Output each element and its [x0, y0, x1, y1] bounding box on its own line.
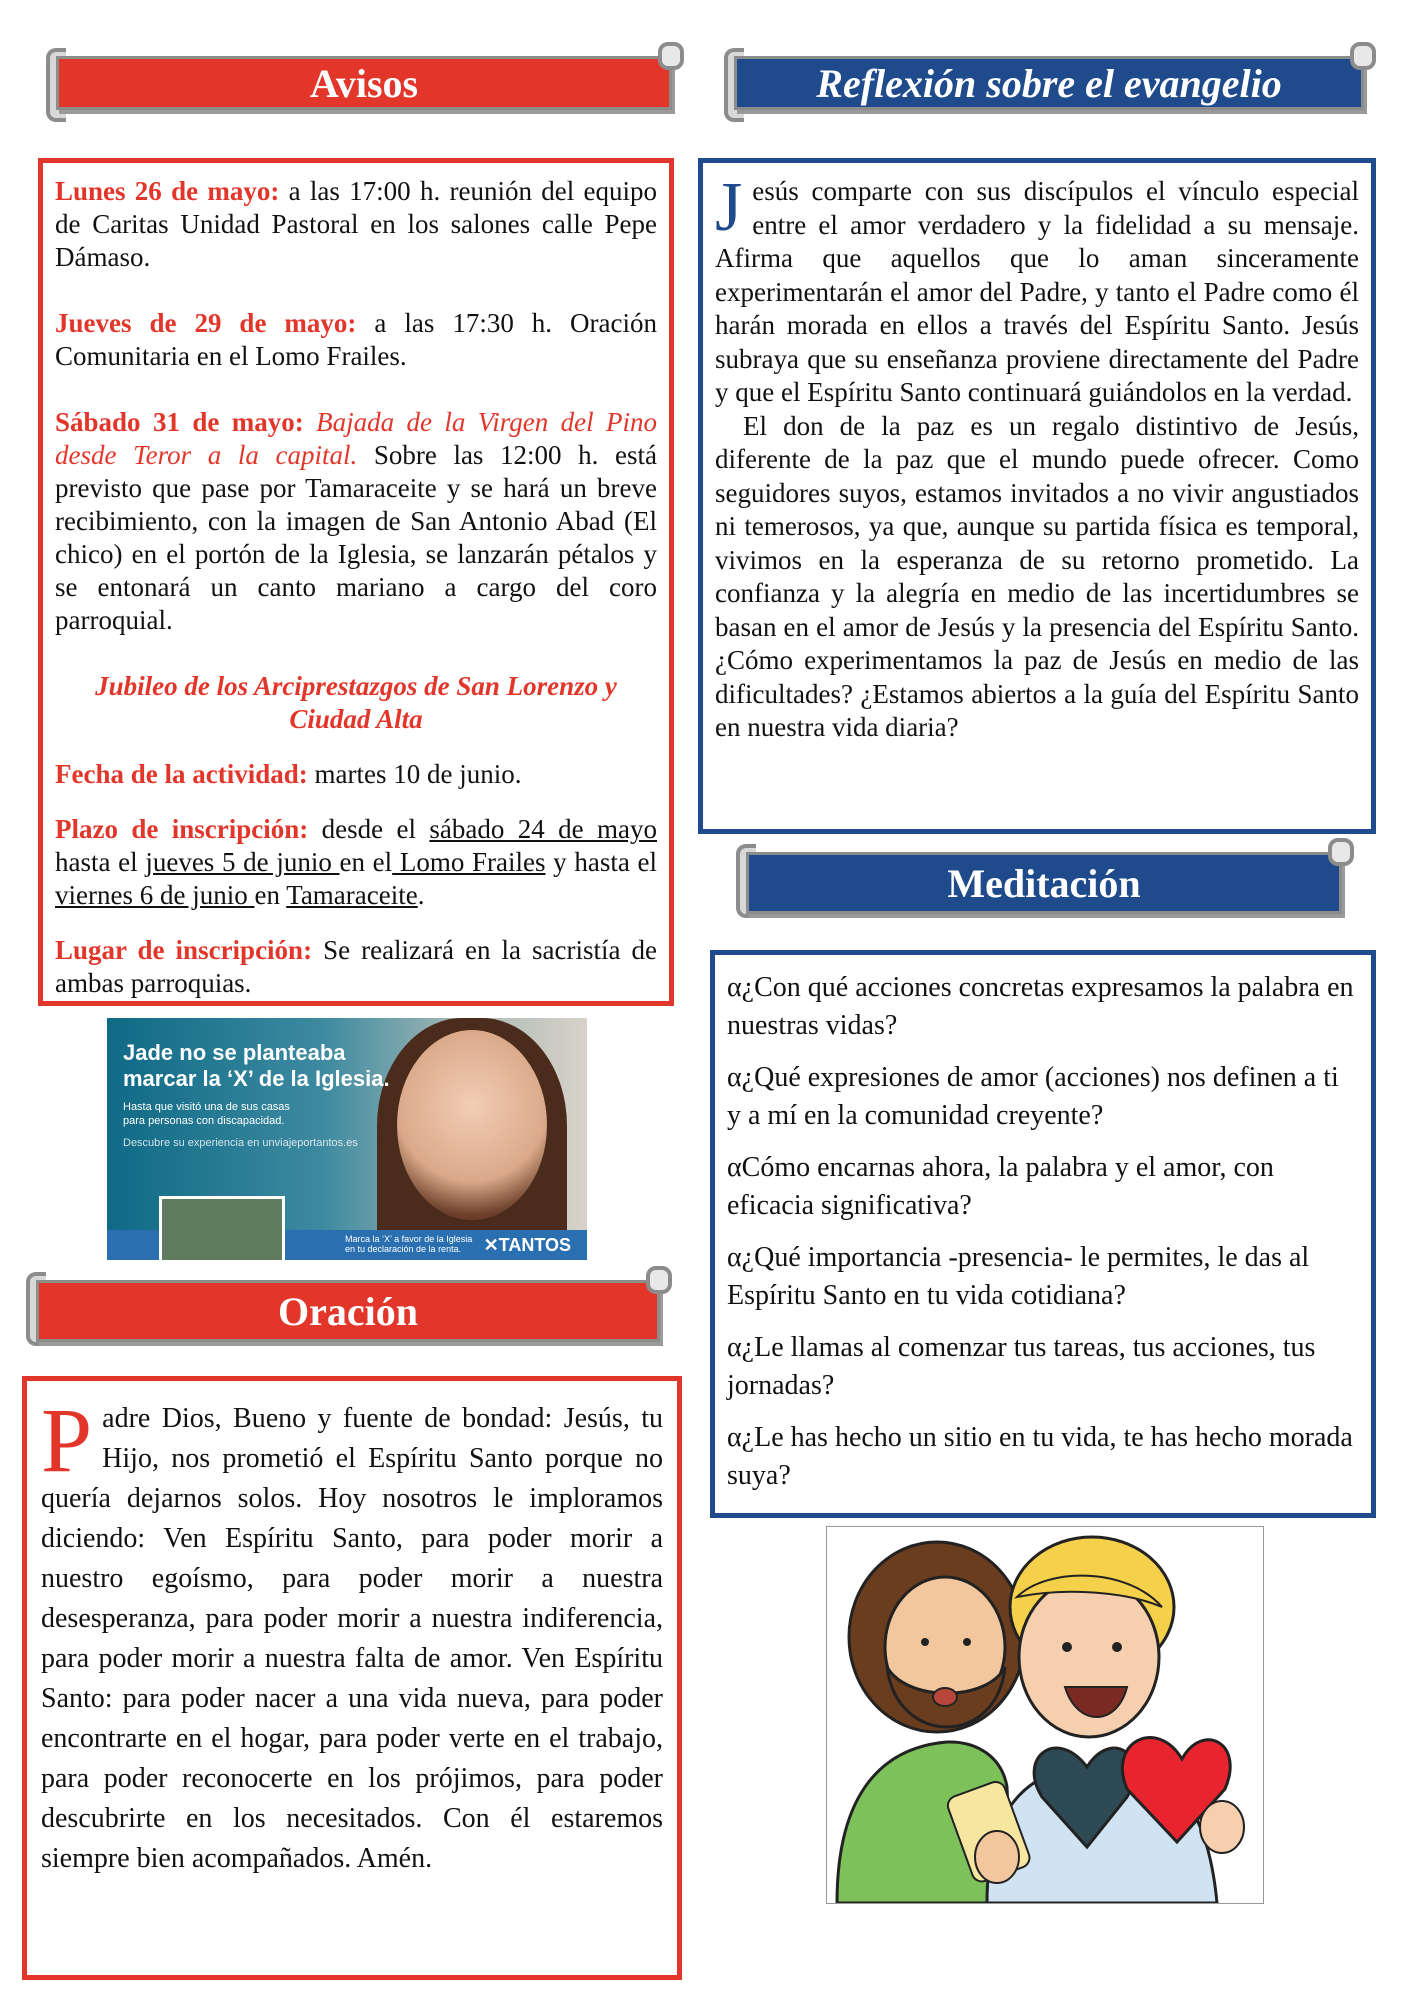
- reflexion-p2: El don de la paz es un regalo distintivo de Jesús, diferente de la paz que el mundo puede ofrecer. Como seguidores suyos, estamos invitados a no vivir angustiados ni temerosos, ya que, aunque su partida física es temporal, vivimos en la esperanza de su retorno prometido. La confianza y la alegría en medio de las incertidumbres se basan en el amor de Jesús y la presencia del Espíritu Santo. ¿Cómo experimentamos la paz de Jesús en medio de las dificultades? ¿Estamos abiertos a la guía del Espíritu Santo en nuestra vida diaria?: [715, 410, 1359, 742]
- oracion-bar: [36, 1280, 660, 1342]
- ad-subtext-line: Hasta que visitó una de sus casas: [123, 1101, 290, 1113]
- xtantos-logo: ✕TANTOS: [483, 1235, 571, 1255]
- plazo-date-lomo: jueves 5 de junio: [145, 847, 340, 877]
- aviso-sabado-label: Sábado 31 de mayo:: [55, 407, 304, 437]
- reflexion-dropcap: J: [715, 169, 743, 246]
- plazo-part: en: [254, 880, 287, 910]
- plazo-part: y hasta el: [545, 847, 657, 877]
- plazo-date-tamaraceite: viernes 6 de junio: [55, 880, 255, 910]
- reflexion-banner: [724, 42, 1378, 118]
- plazo-part: en el: [339, 847, 393, 877]
- ad-strip-text: [345, 1234, 472, 1254]
- aviso-sabado-text: Sobre las 12:00 h. está previsto que pase por Tamaraceite y se hará un breve recibimiento, con la imagen de San Antonio Abad (El chico) en el portón de la Iglesia, se lanzarán pétalos y se entonará un canto mariano a cargo del coro parroquial.: [55, 440, 658, 635]
- aviso-plazo: [55, 813, 657, 912]
- aviso-fecha: [55, 758, 657, 791]
- illustration-svg: [827, 1527, 1263, 1903]
- plazo-part: hasta el: [55, 847, 146, 877]
- ad-strip-line: Marca la ‘X’ a favor de la Iglesia: [345, 1234, 473, 1244]
- oracion-dropcap: P: [41, 1389, 93, 1491]
- aviso-fecha-label: Fecha de la actividad:: [55, 759, 308, 789]
- ad-strip-line: en tu declaración de la renta.: [345, 1244, 462, 1254]
- ad-headline-line: marcar la ‘X’ de la Iglesia.: [123, 1066, 390, 1091]
- scroll-curl-right: [1328, 838, 1354, 866]
- aviso-sabado: [55, 406, 657, 637]
- ad-headline-line: Jade no se planteaba: [123, 1040, 346, 1065]
- reflexion-p1-text: esús comparte con sus discípulos el vínculo especial entre el amor verdadero y la fidelidad a su mensaje. Afirma que aquellos que lo aman sinceramente experimentarán el amor del Padre, y tanto el Padre como él harán morada en ellos a través del Espíritu Santo. Jesús subraya que su enseñanza proviene directamente del Padre y que el Espíritu Santo continuará guiándolos en la verdad.: [715, 176, 1359, 407]
- xtantos-ad-image: [107, 1018, 587, 1260]
- meditacion-title: Meditación: [947, 860, 1141, 906]
- meditacion-question: α¿Qué importancia -presencia- le permites, le das al Espíritu Santo en tu vida cotidiana?: [727, 1242, 1310, 1311]
- avisos-bar: [56, 56, 672, 110]
- aviso-fecha-text: martes 10 de junio.: [307, 759, 522, 789]
- aviso-lugar-text: Se realizará en la sacristía de ambas parroquias.: [55, 935, 657, 998]
- jesus-disciple-illustration: [826, 1526, 1264, 1904]
- oracion-body: adre Dios, Bueno y fuente de bondad: Jesús, tu Hijo, nos prometió el Espíritu Santo porque no quería dejarnos solos. Hoy nosotros le imploramos diciendo: Ven Espíritu Santo, para poder morir a nuestro egoísmo, para poder morir a nuestra desesperanza, para poder morir a nuestra indiferencia, para poder morir a nuestra falta de amor. Ven Espíritu Santo: para poder nacer a una vida nueva, para poder encontrarte en el hogar, para poder verte en el trabajo, para poder reconocerte en los prójimos, para poder descubrirte en los necesitados. Con él estaremos siempre bien acompañados. Amén.: [41, 1403, 663, 1874]
- meditacion-question: α¿Con qué acciones concretas expresamos la palabra en nuestras vidas?: [727, 972, 1354, 1041]
- meditacion-question: αCómo encarnas ahora, la palabra y el amor, con eficacia significativa?: [727, 1152, 1274, 1221]
- reflexion-p1: [715, 169, 1359, 410]
- reflexion-bar: [734, 56, 1364, 110]
- ad-inset-photo: [159, 1196, 285, 1260]
- aviso-lunes: [55, 175, 657, 274]
- meditacion-banner: [736, 838, 1356, 922]
- plazo-part: desde el: [308, 814, 430, 844]
- meditacion-bar: [746, 852, 1342, 914]
- oracion-title: Oración: [278, 1288, 418, 1334]
- ad-headline: [123, 1040, 390, 1092]
- meditacion-box: [710, 950, 1376, 1518]
- ad-subtext: [123, 1100, 358, 1150]
- oracion-box: [22, 1376, 682, 1980]
- ad-subtext-line: Descubre su experiencia en unviajeportantos.es: [123, 1137, 358, 1149]
- aviso-lugar-label: Lugar de inscripción:: [55, 935, 313, 965]
- aviso-plazo-label: Plazo de inscripción:: [55, 814, 309, 844]
- meditacion-question: α¿Le has hecho un sitio en tu vida, te has hecho morada suya?: [727, 1422, 1353, 1491]
- aviso-jueves-text: a las 17:30 h. Oración Comunitaria en el Lomo Frailes.: [55, 308, 657, 371]
- plazo-date-start: sábado 24 de mayo: [429, 814, 657, 844]
- scroll-curl-right: [1350, 42, 1376, 70]
- scroll-curl-right: [658, 42, 684, 70]
- reflexion-box: [698, 158, 1376, 834]
- meditacion-question: α¿Le llamas al comenzar tus tareas, tus acciones, tus jornadas?: [727, 1332, 1316, 1401]
- meditacion-question: α¿Qué expresiones de amor (acciones) nos definen a ti y a mí en la comunidad creyente?: [727, 1062, 1339, 1131]
- avisos-box: [38, 158, 674, 1006]
- oracion-banner: [26, 1266, 674, 1350]
- aviso-jueves: [55, 307, 657, 373]
- reflexion-title: Reflexión sobre el evangelio: [816, 60, 1282, 106]
- avisos-banner: [46, 42, 686, 118]
- avisos-title: Avisos: [309, 60, 419, 106]
- aviso-lunes-text: a las 17:00 h. reunión del equipo de Caritas Unidad Pastoral en los salones calle Pepe Dámaso.: [55, 176, 657, 272]
- plazo-part: .: [417, 880, 425, 910]
- oracion-text: [41, 1389, 663, 1879]
- ad-subtext-line: para personas con discapacidad.: [123, 1115, 285, 1127]
- aviso-sabado-italic: Bajada de la Virgen del Pino desde Teror a la capital.: [55, 407, 657, 470]
- aviso-lugar: [55, 934, 657, 1000]
- aviso-jueves-label: Jueves de 29 de mayo:: [55, 308, 357, 338]
- plazo-place-tamaraceite: Tamaraceite: [286, 880, 418, 910]
- jubileo-heading: Jubileo de los Arciprestazgos de San Lorenzo y Ciudad Alta: [95, 671, 617, 734]
- scroll-curl-right: [646, 1266, 672, 1294]
- ad-portrait-face: [397, 1030, 547, 1220]
- plazo-place-lomo: Lomo Frailes: [392, 847, 546, 877]
- aviso-lunes-label: Lunes 26 de mayo:: [55, 176, 280, 206]
